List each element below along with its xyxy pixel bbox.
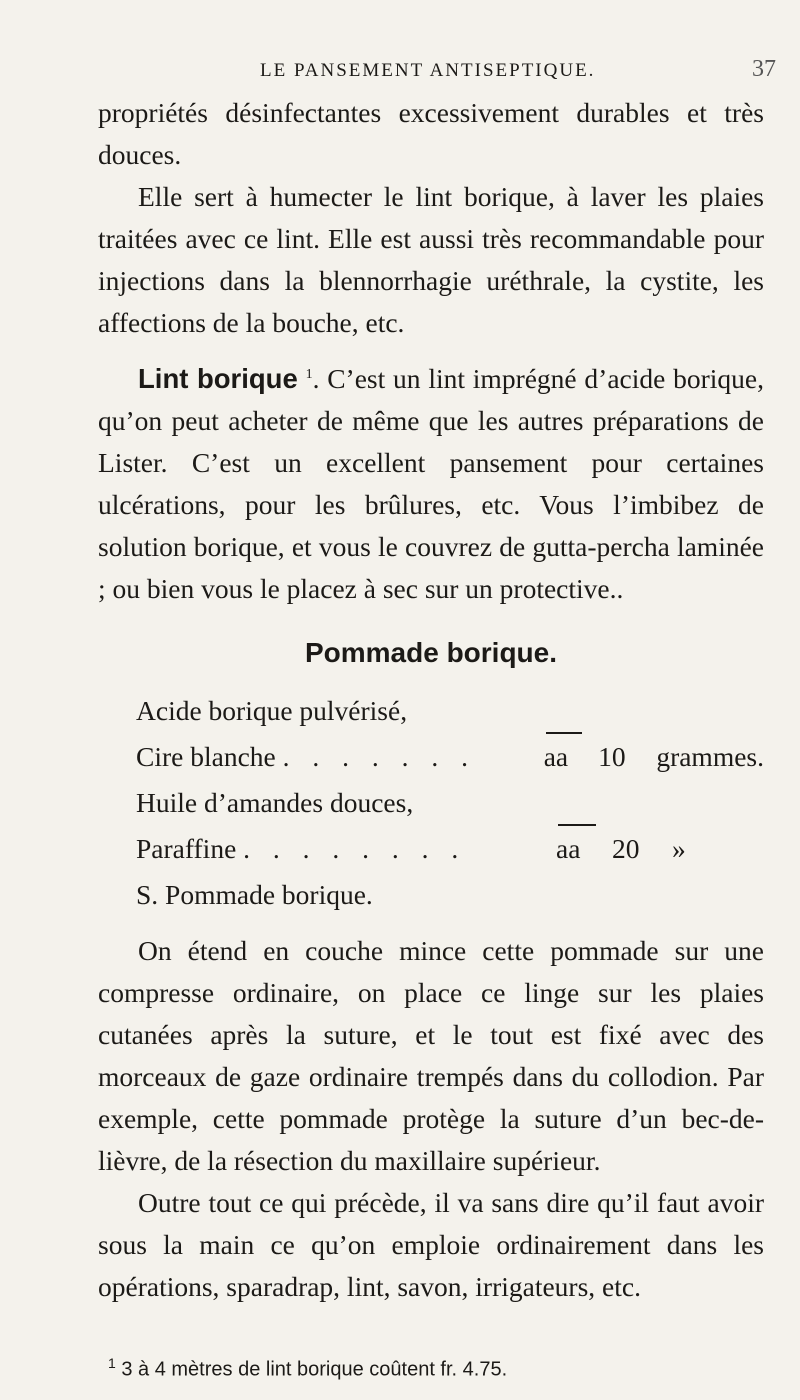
footnote [108, 1355, 507, 1382]
paragraph-lint-text: . C’est un lint imprégné d’acide borique, qu’on peut acheter de même que les autres préparations de Lister. C’est un excellent pansement pour certaines ulcérations, pour les brûlures, etc. Vous l’imbibez de solution borique, et vous le couvrez de gutta-percha laminée ; ou bien vous le placez à sec sur un protective.. [98, 363, 764, 605]
ana-mark: aa [556, 828, 612, 870]
ingredient-name [136, 736, 544, 778]
paragraph-1: propriétés désinfectantes excessivement durables et très douces. [98, 97, 764, 170]
recipe-line [136, 780, 764, 826]
paragraph-2: Elle sert à humecter le lint borique, à laver les plaies traitées avec ce lint. Elle est aussi très recommandable pour injections dans la blennorrhagie uréthrale, la cystite, les affections de la bouche, etc. [98, 181, 764, 338]
paragraph-4: On étend en couche mince cette pommade sur une compresse ordinaire, on place ce linge sur les plaies cutanées après la suture, et le tout est fixé avec des morceaux de gaze ordinaire trempés dans du collodion. Par exemple, cette pommade protège la suture d’un bec-de-lièvre, de la résection du maxillaire supérieur. [98, 935, 764, 1177]
ingredient-name [136, 828, 556, 870]
section-heading: Pommade borique. [304, 637, 558, 669]
paragraph-lint-borique [98, 354, 764, 610]
ingredient-name: S. Pommade borique. [136, 879, 373, 911]
recipe-line [136, 688, 764, 734]
quantity: 20 [612, 833, 640, 865]
unit: grammes. [656, 741, 764, 773]
ingredient-label: Paraffine [136, 833, 237, 865]
ingredient-label: Cire blanche [136, 741, 276, 773]
unit: » [672, 833, 686, 865]
footnote-text: 3 à 4 mètres de lint borique coûtent fr. 4.75. [115, 1358, 508, 1381]
recipe-line [136, 826, 764, 872]
term-lint-borique: Lint borique [138, 363, 298, 395]
page-header [0, 54, 800, 94]
recipe-line [136, 734, 764, 780]
page-number: 37 [752, 56, 776, 82]
recipe-list [98, 688, 764, 918]
ingredient-name: Huile d’amandes douces, [136, 787, 414, 819]
leader-dots: . . . . . . . [282, 741, 476, 773]
recipe-line [136, 872, 764, 918]
running-title: LE PANSEMENT ANTISEPTIQUE. [260, 60, 596, 81]
footnote-ref: 1 [305, 367, 313, 382]
ingredient-name: Acide borique pulvérisé, [136, 695, 408, 727]
footnote-marker: 1 [108, 1355, 116, 1371]
body-text [98, 92, 764, 1308]
paragraph-5: Outre tout ce qui précède, il va sans dire qu’il faut avoir sous la main ce qu’on emploie ordinairement dans les opérations, sparadrap, lint, savon, irrigateurs, etc. [98, 1187, 764, 1303]
ana-mark: aa [544, 736, 598, 778]
leader-dots: . . . . . . . . [243, 833, 467, 865]
quantity: 10 [598, 741, 626, 773]
